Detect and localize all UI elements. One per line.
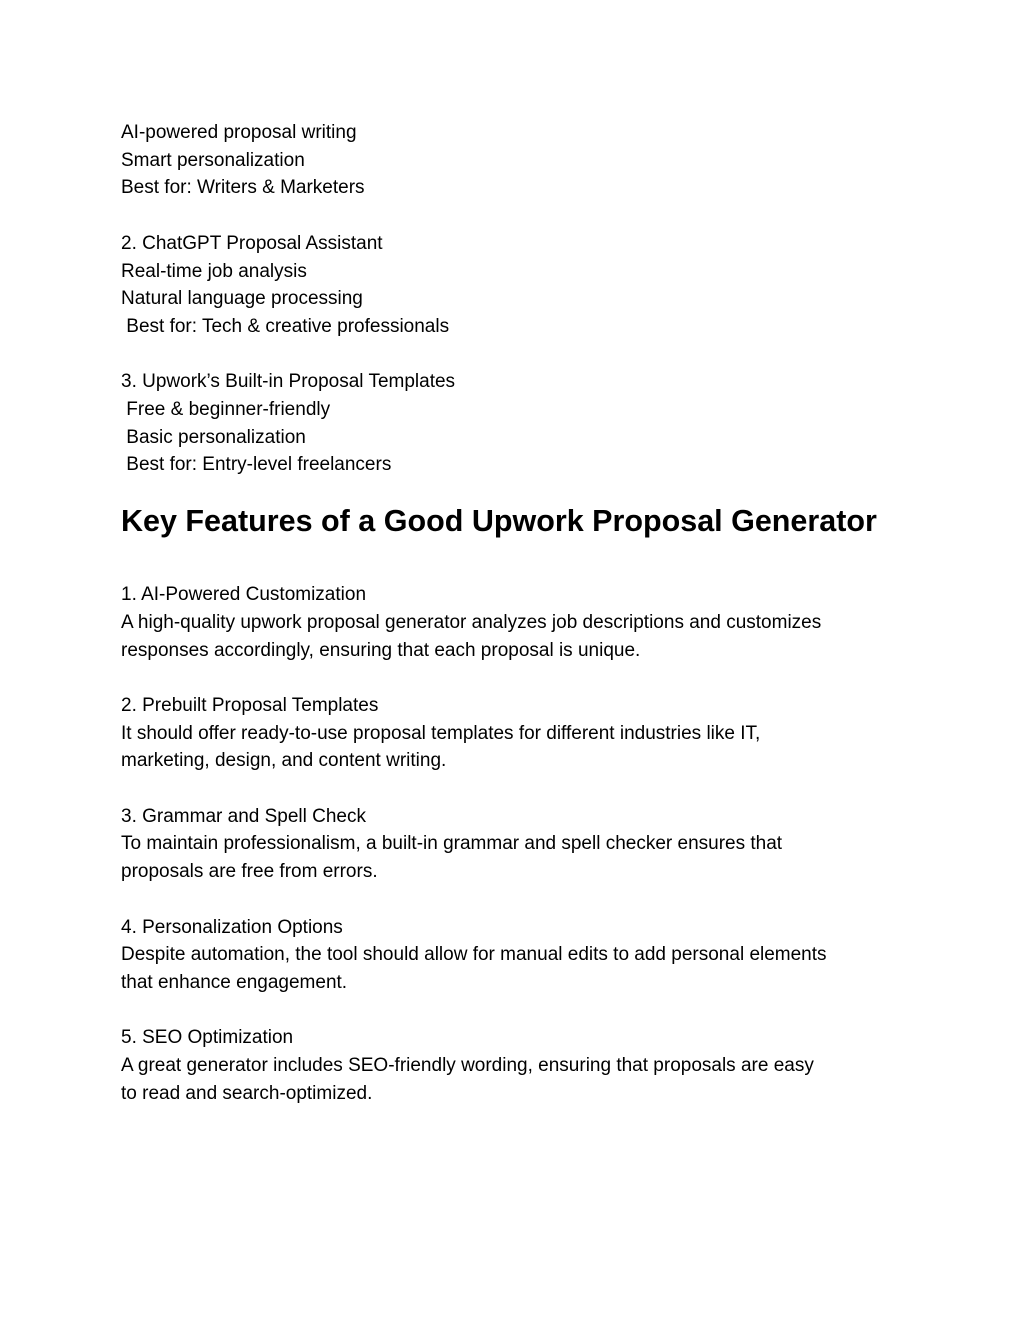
- feature-description: Despite automation, the tool should allow for manual edits to add personal elements: [121, 944, 827, 966]
- spacer: [121, 664, 911, 692]
- tool-2-best-for: Best for: Tech & creative professionals: [121, 315, 450, 337]
- feature-4: [121, 914, 911, 997]
- feature-description: It should offer ready-to-use proposal templates for different industries like IT,: [121, 722, 761, 744]
- document-page: [121, 119, 911, 1107]
- tool-1-block: [121, 119, 911, 202]
- tool-2-feature: Real-time job analysis: [121, 260, 307, 282]
- feature-description: that enhance engagement.: [121, 971, 348, 993]
- tool-3-feature: Free & beginner-friendly: [121, 399, 331, 420]
- feature-title: 2. Prebuilt Proposal Templates: [121, 694, 379, 716]
- feature-description: responses accordingly, ensuring that each proposal is unique.: [121, 639, 641, 661]
- feature-description: A high-quality upwork proposal generator analyzes job descriptions and customizes: [121, 611, 822, 633]
- feature-title: 1. AI-Powered Customization: [121, 584, 367, 606]
- feature-1: [121, 581, 911, 664]
- feature-description: A great generator includes SEO-friendly wording, ensuring that proposals are easy: [121, 1055, 814, 1076]
- tool-2-feature: Natural language processing: [121, 288, 363, 310]
- tool-1-feature: Smart personalization: [121, 149, 305, 171]
- spacer: [121, 202, 911, 230]
- feature-description: to read and search-optimized.: [121, 1082, 373, 1104]
- feature-description: proposals are free from errors.: [121, 861, 378, 883]
- tool-2-title: 2. ChatGPT Proposal Assistant: [121, 232, 383, 254]
- spacer: [121, 541, 911, 581]
- spacer: [121, 775, 911, 803]
- feature-title: 3. Grammar and Spell Check: [121, 805, 366, 827]
- tool-3-best-for: Best for: Entry-level freelancers: [121, 454, 392, 476]
- tool-2-block: [121, 230, 911, 341]
- spacer: [121, 886, 911, 914]
- feature-title: 4. Personalization Options: [121, 916, 343, 938]
- feature-3: [121, 803, 911, 886]
- feature-description: marketing, design, and content writing.: [121, 750, 447, 772]
- feature-description: To maintain professionalism, a built-in grammar and spell checker ensures that: [121, 833, 783, 855]
- feature-title: 5. SEO Optimization: [121, 1027, 294, 1049]
- tool-3-title: 3. Upwork’s Built-in Proposal Templates: [121, 371, 456, 393]
- feature-5: [121, 1024, 911, 1107]
- tool-3-block: [121, 368, 911, 479]
- spacer: [121, 997, 911, 1025]
- section-heading: Key Features of a Good Upwork Proposal Generator: [121, 504, 877, 539]
- tool-1-best-for: Best for: Writers & Marketers: [121, 177, 365, 199]
- tool-1-feature: AI-powered proposal writing: [121, 122, 357, 143]
- feature-2: [121, 692, 911, 775]
- spacer: [121, 341, 911, 369]
- tool-3-feature: Basic personalization: [121, 426, 306, 448]
